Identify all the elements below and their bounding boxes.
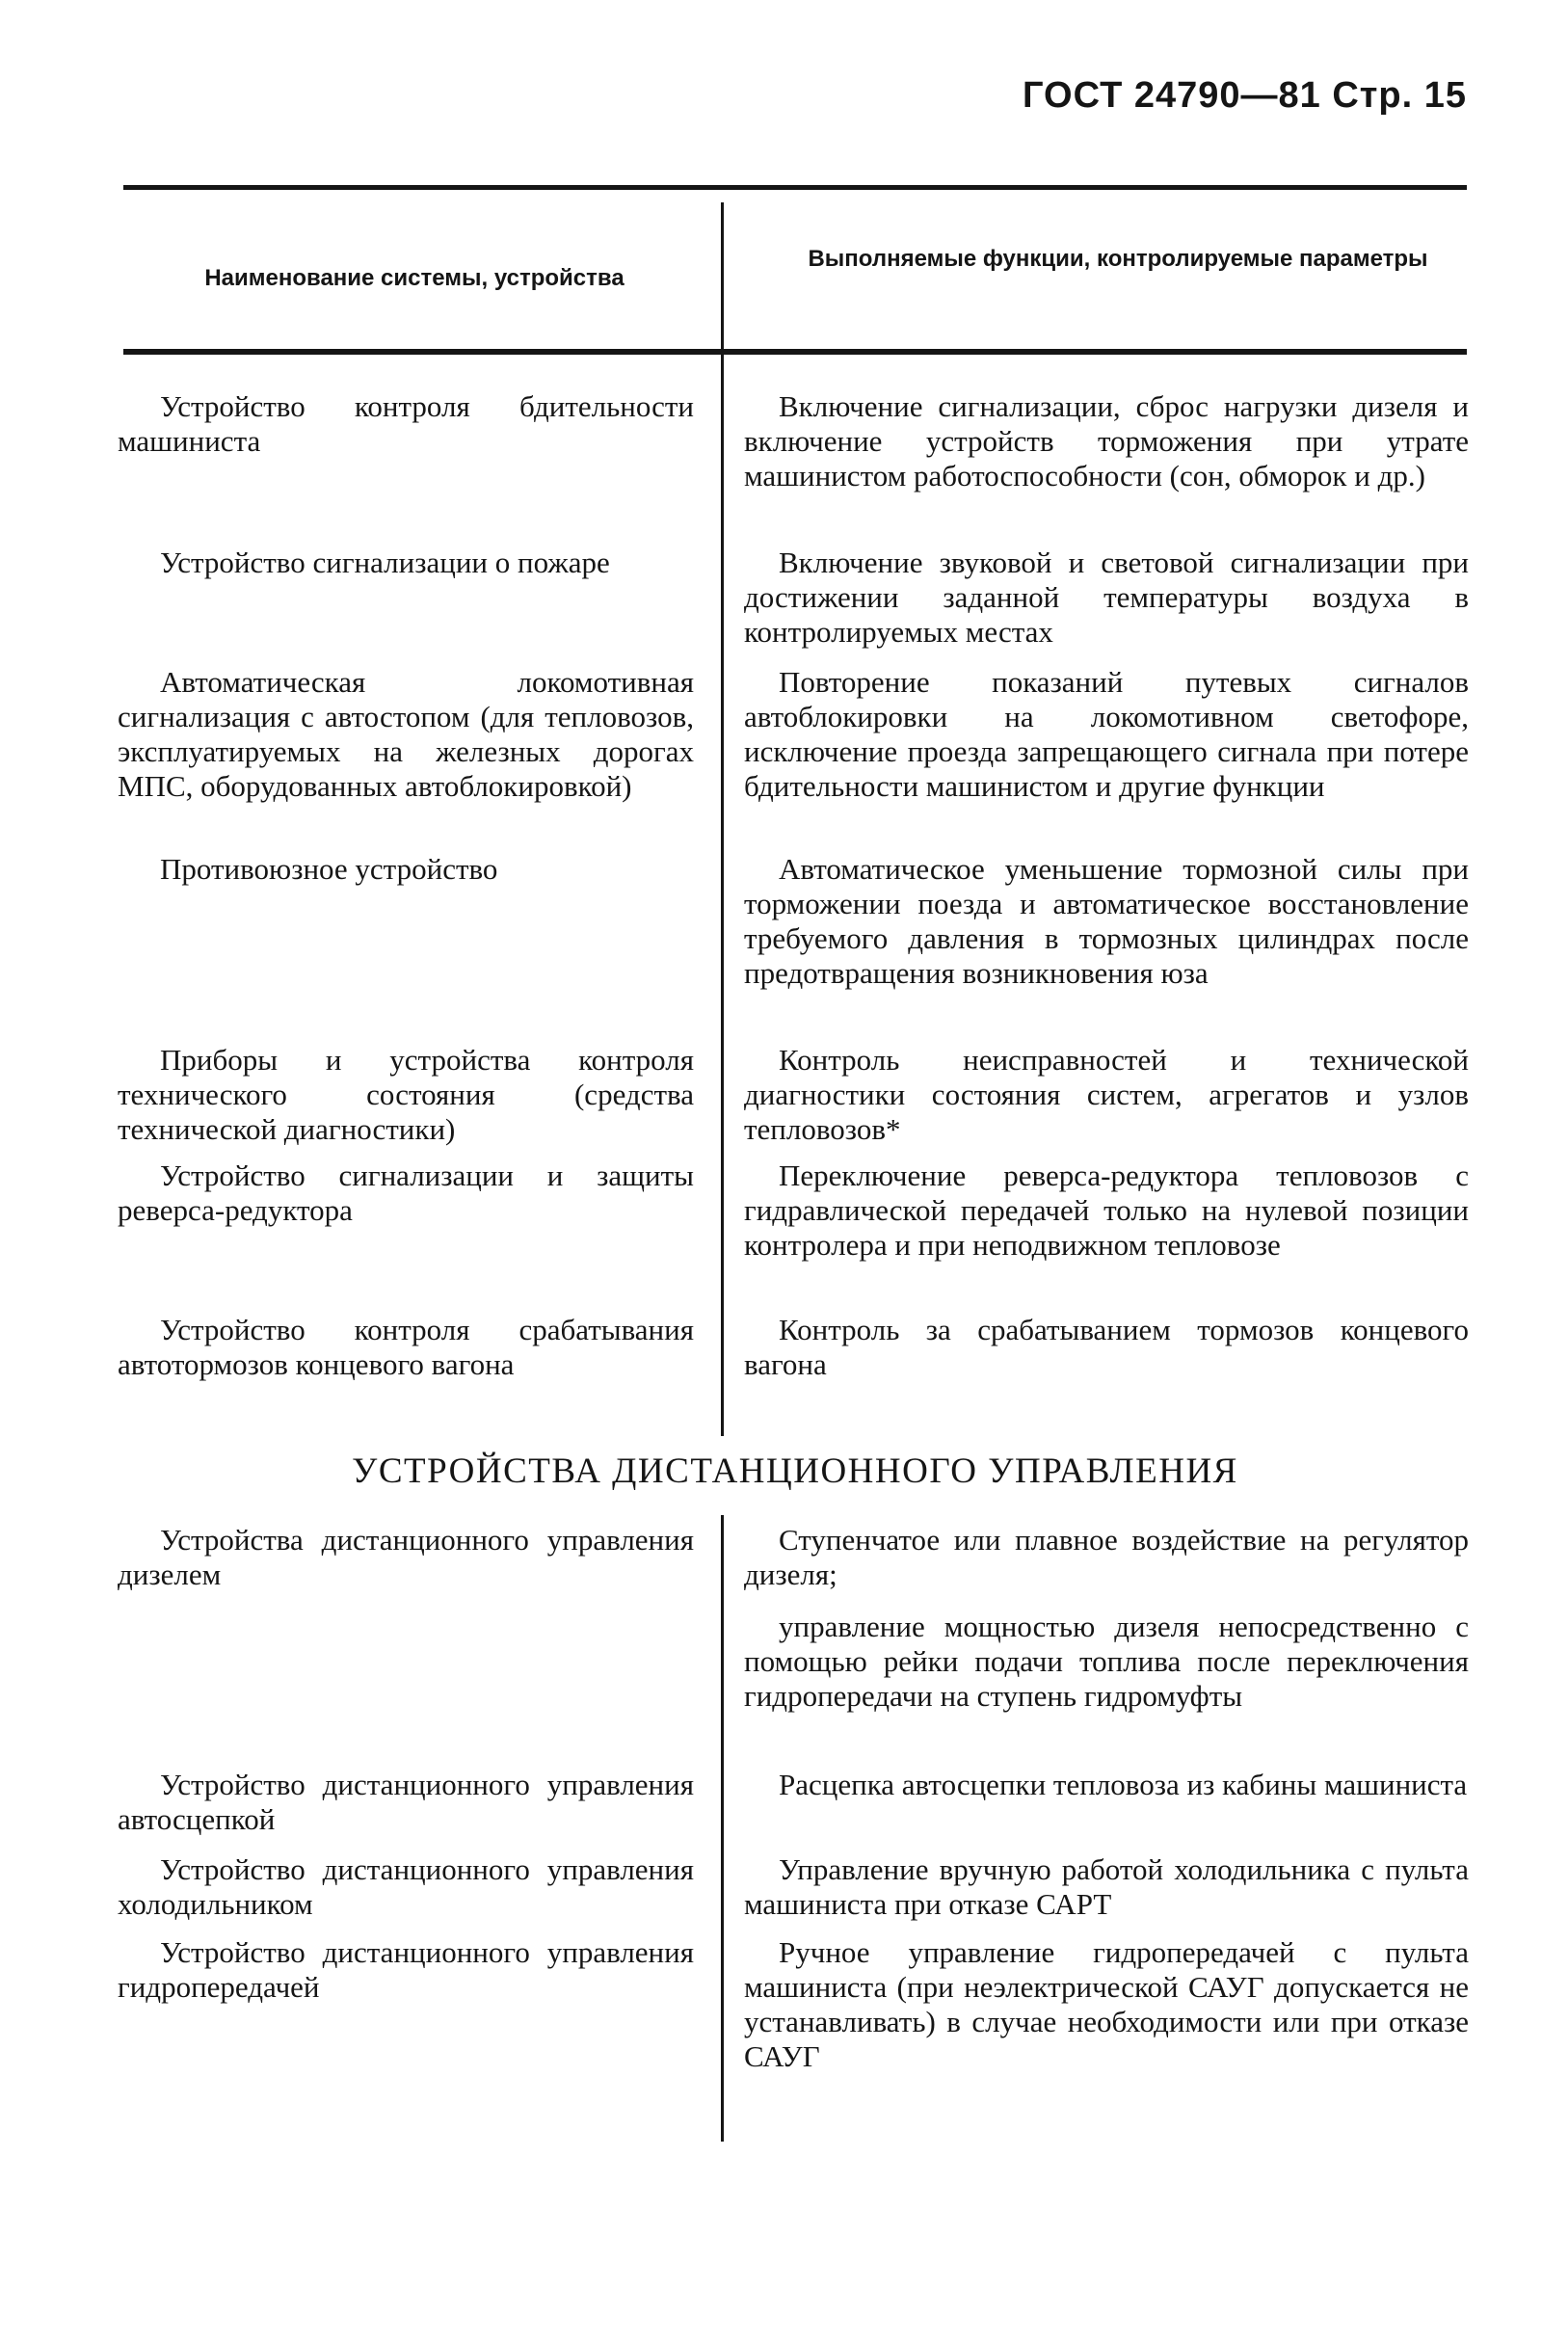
column-header-function: Выполняемые функции, контролируемые параметры [808,246,1428,272]
table-header-rule [123,349,1467,355]
row-name: Устройство дистанционного управления гидропередачей [118,1935,694,2004]
column-divider [721,202,724,1436]
row-function: Управление вручную работой холодильника с пульта машиниста при отказе САРТ [744,1852,1469,1921]
row-name: Устройства дистанционного управления дизелем [118,1523,694,1591]
table-top-rule [123,185,1467,190]
row-function: Контроль неисправностей и технической диагностики состояния систем, агрегатов и узлов тепловозов* [744,1043,1469,1146]
row-function: Повторение показаний путевых сигналов автоблокировки на локомотивном светофоре, исключение проезда запрещающего сигнала при потере бдительности машинистом и другие функции [744,665,1469,803]
row-name: Устройство дистанционного управления холодильником [118,1852,694,1921]
row-name: Противоюзное устройство [160,852,498,886]
row-name: Автоматическая локомотивная сигнализация с автостопом (для тепловозов, эксплуатируемых на железных дорогах МПС, оборудованных автоблокировкой) [118,665,694,803]
section-title: УСТРОЙСТВА ДИСТАНЦИОННОГО УПРАВЛЕНИЯ [352,1451,1238,1491]
row-name: Устройство контроля бдительности машиниста [118,389,694,458]
row-name: Устройство контроля срабатывания автотормозов концевого вагона [118,1313,694,1381]
row-function: Включение сигнализации, сброс нагрузки дизеля и включение устройств торможения при утрате машинистом работоспособности (сон, обморок и др.) [744,389,1469,493]
row-name: Устройство сигнализации и защиты реверса-редуктора [118,1158,694,1227]
column-header-name: Наименование системы, устройства [204,265,625,291]
row-function: Контроль за срабатыванием тормозов концевого вагона [744,1313,1469,1381]
column-divider [721,1515,724,2142]
page-header: ГОСТ 24790—81 Стр. 15 [1022,75,1467,116]
row-name: Устройство сигнализации о пожаре [160,546,610,579]
row-function: Расцепка автосцепки тепловоза из кабины машиниста [779,1768,1468,1801]
row-name: Устройство дистанционного управления автосцепкой [118,1768,694,1836]
row-name: Приборы и устройства контроля технического состояния (средства технической диагностики) [118,1043,694,1146]
row-function: управление мощностью дизеля непосредственно с помощью рейки подачи топлива после переключения гидропередачи на ступень гидромуфты [744,1610,1469,1713]
row-function: Переключение реверса-редуктора тепловозов с гидравлической передачей только на нулевой позиции контролера и при неподвижном тепловозе [744,1158,1469,1262]
row-function: Автоматическое уменьшение тормозной силы при торможении поезда и автоматическое восстановление требуемого давления в тормозных цилиндрах после предотвращения возникновения юза [744,852,1469,990]
row-function: Включение звуковой и световой сигнализации при достижении заданной температуры воздуха в контролируемых местах [744,546,1469,649]
row-function: Ручное управление гидропередачей с пульта машиниста (при неэлектрической САУГ допускается не устанавливать) в случае необходимости или при отказе САУГ [744,1935,1469,2073]
row-function: Ступенчатое или плавное воздействие на регулятор дизеля; [744,1523,1469,1591]
